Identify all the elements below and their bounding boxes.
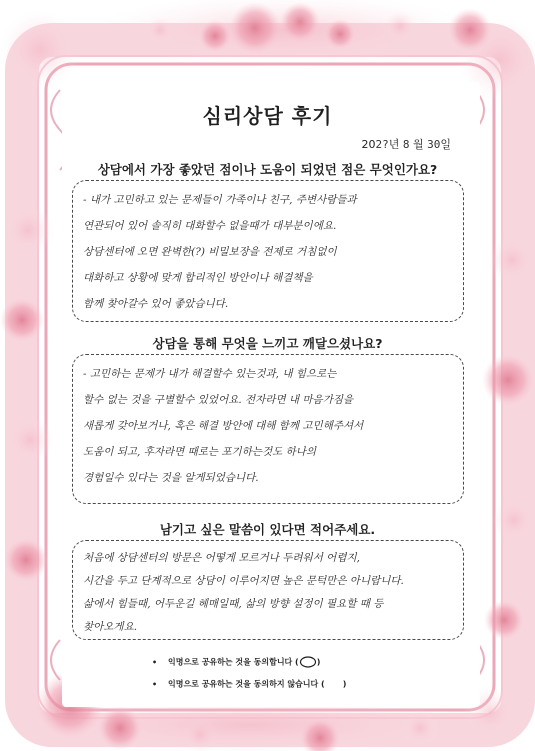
answer-1-line: 상담센터에 오면 완벽한(?) 비밀보장을 전제로 거침없이 [83, 246, 337, 258]
consent-agree-close: ) [316, 657, 321, 667]
consent-agree-option[interactable] [152, 656, 320, 668]
answer-3-line: 삶에서 힘들때, 어두운길 헤매일때, 삶의 방향 설정이 필요할 때 등 [83, 598, 384, 610]
consent-disagree-close: ) [342, 679, 347, 689]
circle-check-mark-icon [299, 656, 317, 668]
date-prefix: 20 [361, 138, 376, 151]
form-title: 심리상담 후기 [202, 104, 333, 128]
question-3-label: 남기고 싶은 말씀이 있다면 적어주세요. [159, 522, 376, 537]
answer-1-line: 함께 찾아갈수 있어 좋았습니다. [83, 298, 229, 310]
answer-3-line: 찾아오게요. [83, 621, 138, 633]
date-day-written[interactable]: 30 [427, 138, 441, 151]
empty-check-space [325, 678, 343, 690]
consent-agree-label: 익명으로 공유하는 것을 동의합니다 ( [168, 657, 299, 667]
answer-1-line: 대화하고 상황에 맞게 합리적인 방안이나 해결책을 [83, 272, 313, 284]
answer-1-line: - 내가 고민하고 있는 문제들이 가족이나 친구, 주변사람들과 [83, 194, 357, 206]
answer-2-line: - 고민하는 문제가 내가 해결할수 있는것과, 내 힘으로는 [83, 368, 337, 380]
date-year-unit: 년 [388, 138, 400, 151]
bullet-icon: • [152, 657, 158, 667]
question-2-label: 상담을 통해 무엇을 느끼고 깨달으셨나요? [152, 336, 383, 351]
answer-2-line: 도움이 되고, 후자라면 때로는 포기하는것도 하나의 [83, 446, 317, 458]
answer-3-line: 시간을 두고 단계적으로 상담이 이루어지면 높은 문턱만은 아니랍니다. [83, 575, 404, 587]
answer-3-line: 처음에 상담센터의 방문은 어떻게 모르거나 두려워서 어렵지, [83, 552, 360, 564]
date-day-unit: 일 [440, 138, 451, 151]
answer-box-3[interactable] [72, 540, 464, 640]
date-month-unit: 월 [412, 138, 424, 151]
answer-1-line: 연관되어 있어 솔직히 대화할수 없을때가 대부분이에요. [83, 220, 337, 232]
question-1-label: 상담에서 가장 좋았던 점이나 도움이 되었던 점은 무엇인가요? [97, 162, 438, 177]
date-year-written[interactable]: 2? [375, 138, 389, 151]
answer-2-line: 할수 없는 것을 구별할수 있었어요. 전자라면 내 마음가짐을 [83, 394, 354, 406]
consent-disagree-label: 익명으로 공유하는 것을 동의하지 않습니다 ( [168, 679, 325, 689]
date-line [361, 136, 451, 152]
answer-box-1[interactable] [72, 180, 464, 322]
answer-2-line: 경험일수 있다는 것을 알게되었습니다. [83, 472, 259, 484]
date-month-written[interactable]: 8 [402, 138, 410, 151]
consent-disagree-option[interactable] [152, 678, 346, 690]
answer-box-2[interactable] [72, 354, 464, 504]
bullet-icon: • [152, 679, 158, 689]
answer-2-line: 새롭게 갖아보거나, 혹은 해결 방안에 대해 함께 고민해주셔서 [83, 420, 364, 432]
